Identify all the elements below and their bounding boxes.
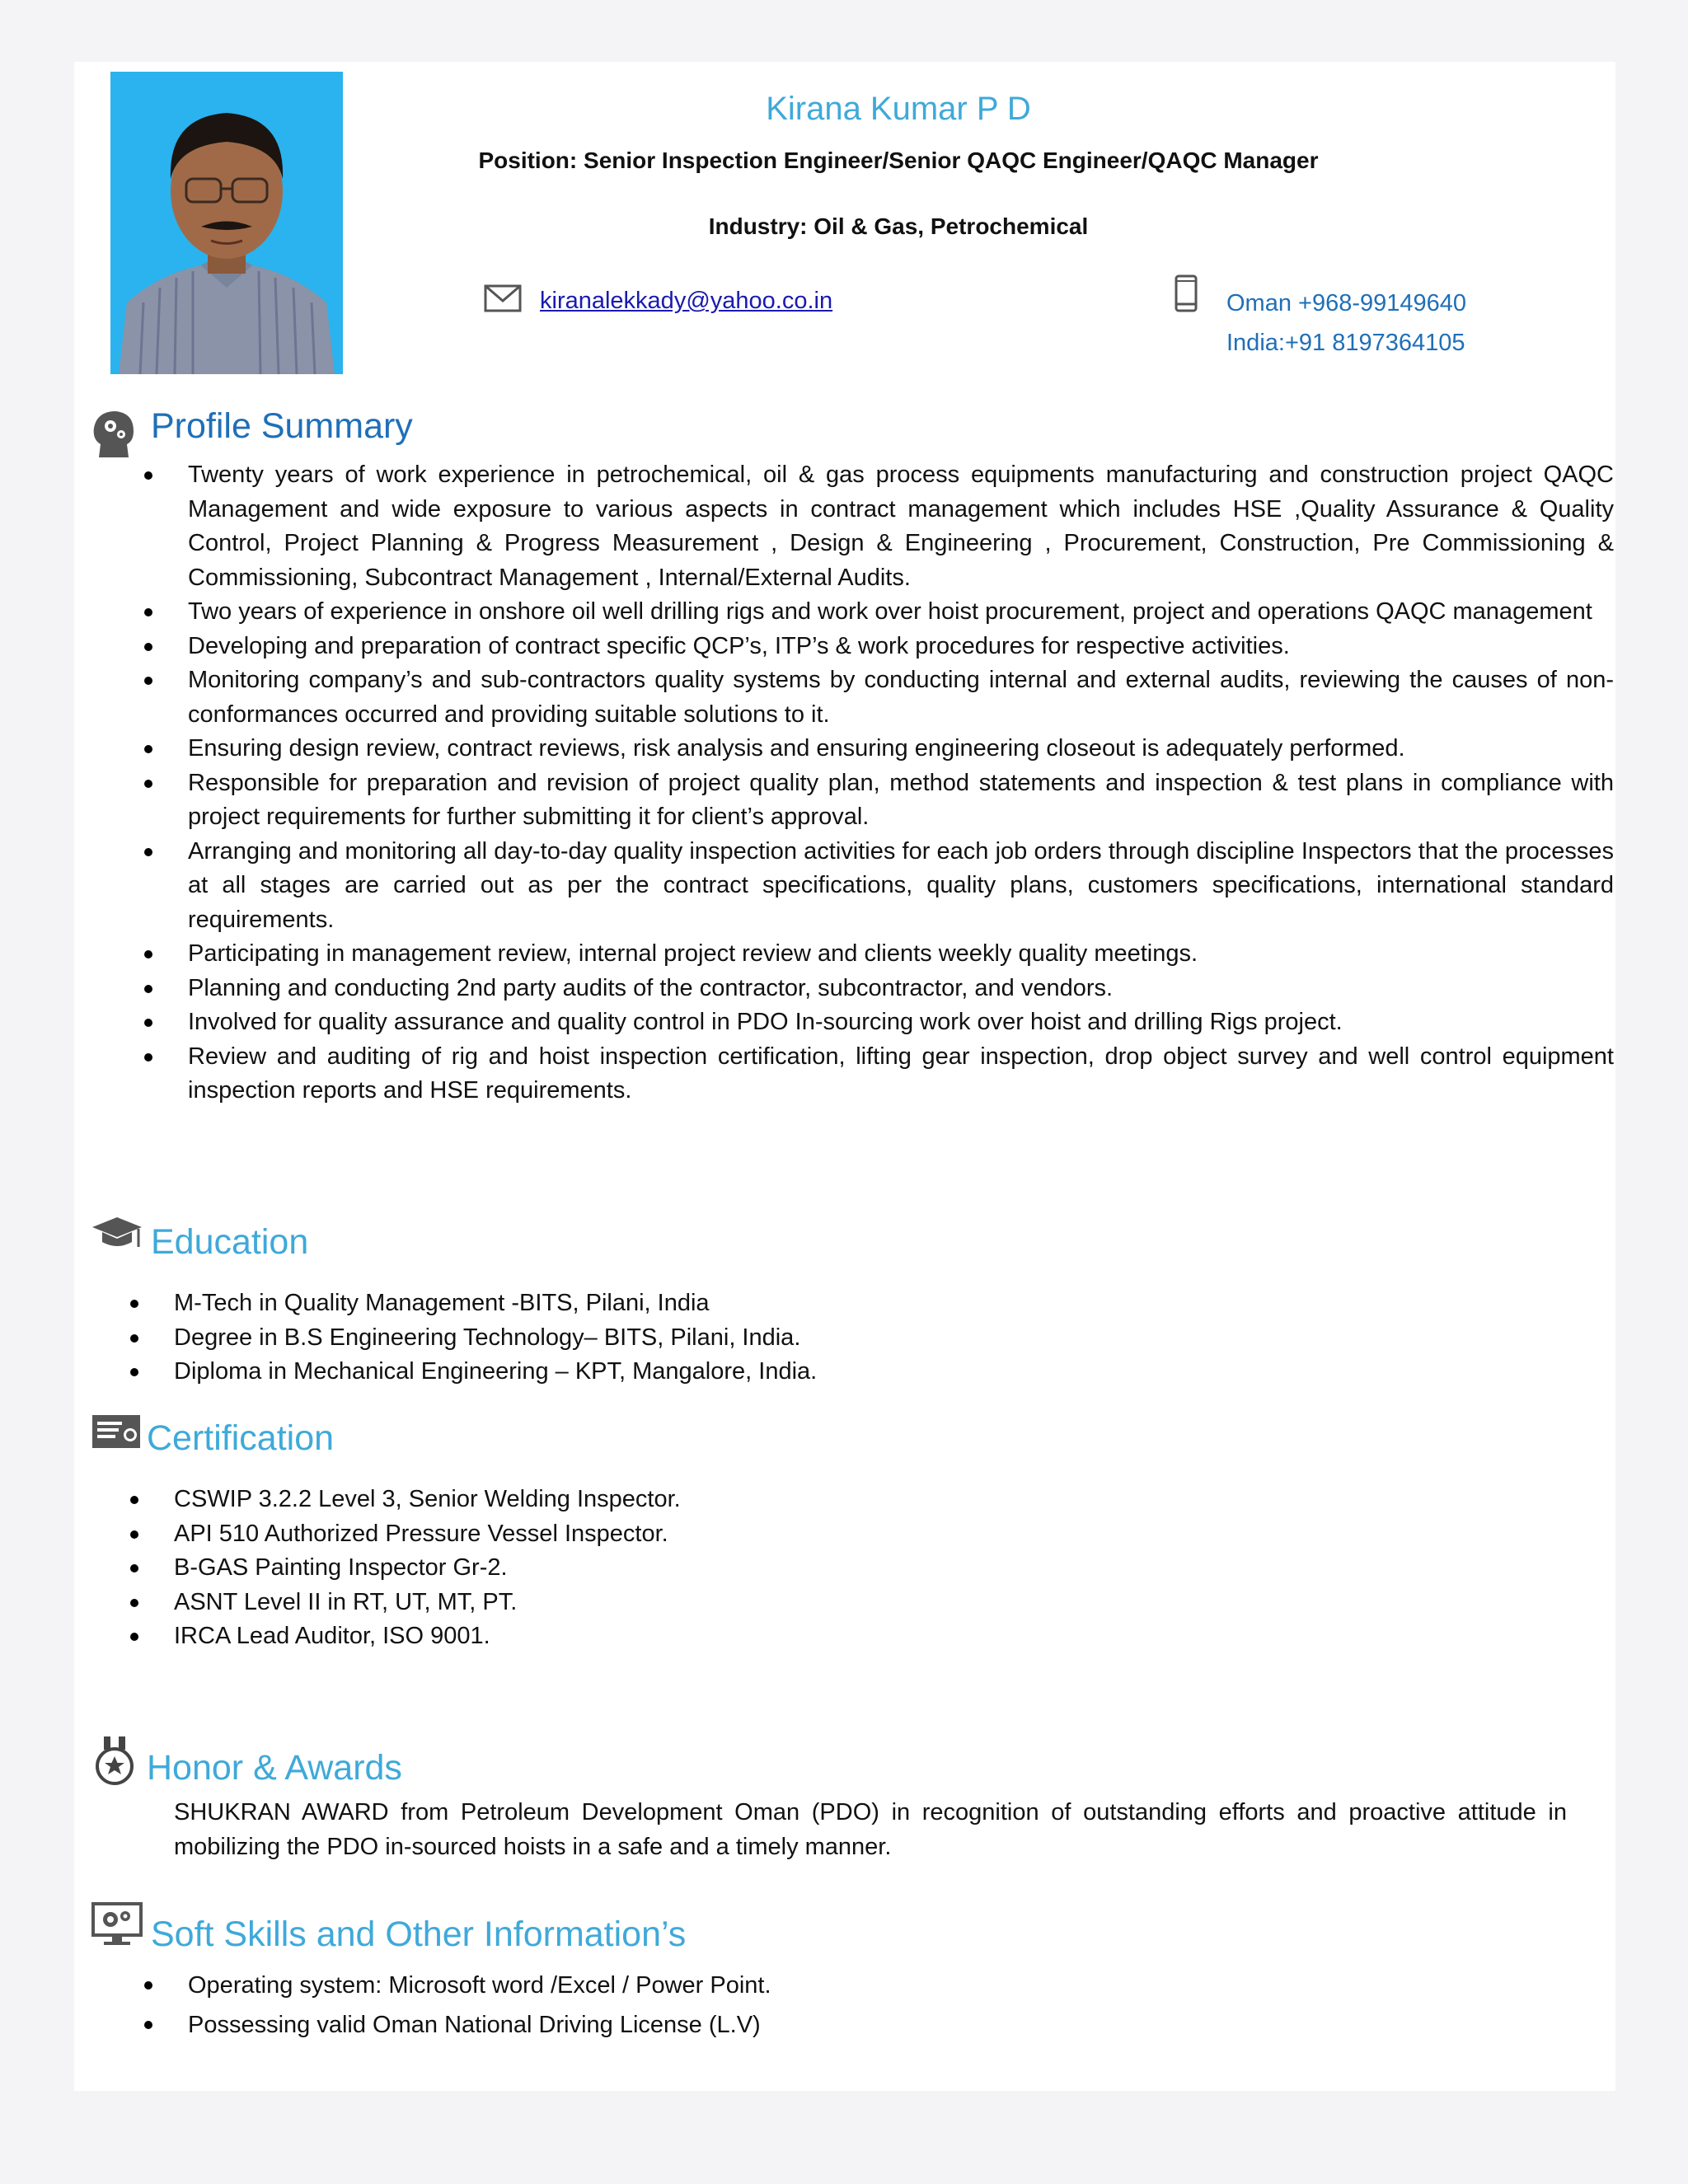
mobile-phone-icon: [1175, 274, 1198, 316]
list-item: Diploma in Mechanical Engineering – KPT, Mangalore, India.: [174, 1355, 1410, 1390]
list-item: Participating in management review, internal project review and clients weekly quality meetings.: [188, 937, 1614, 972]
list-item: Involved for quality assurance and quality control in PDO In-sourcing work over hoist and drilling Rigs project.: [188, 1005, 1614, 1040]
education-heading: Education: [151, 1222, 309, 1262]
list-item: API 510 Authorized Pressure Vessel Inspector.: [174, 1517, 1410, 1552]
list-item: Arranging and monitoring all day-to-day quality inspection activities for each job orders through discipline Inspectors that the processes at all stages are carried out as per the contract specifications, quality plans, customers specifications, international standard requirements.: [188, 835, 1614, 938]
list-item: B-GAS Painting Inspector Gr-2.: [174, 1551, 1410, 1586]
award-description: SHUKRAN AWARD from Petroleum Development Oman (PDO) in recognition of outstanding efforts and proactive attitude in mobilizing the PDO in-sourced hoists in a safe and a timely manner.: [174, 1799, 1567, 1860]
list-item: Degree in B.S Engineering Technology– BITS, Pilani, India.: [174, 1321, 1410, 1356]
list-item: Twenty years of work experience in petrochemical, oil & gas process equipments manufacturing and construction project QAQC Management and wide exposure to various aspects in contract management which includes HSE ,Quality Assurance & Quality Control, Project Planning & Progress Measurement , Design & Engineering , Procurement, Construction, Pre Commissioning & Commissioning, Subcontract Management , Internal/External Audits.: [188, 458, 1614, 595]
industry-line: Industry: Oil & Gas, Petrochemical: [708, 213, 1089, 239]
envelope-icon: [484, 284, 522, 316]
soft-skills-heading: Soft Skills and Other Information’s: [151, 1915, 687, 1954]
profile-photo: [110, 72, 343, 374]
certification-list: [174, 1483, 1410, 1654]
certificate-icon: [91, 1413, 142, 1455]
list-item: IRCA Lead Auditor, ISO 9001.: [174, 1619, 1410, 1654]
candidate-name: Kirana Kumar P D: [766, 91, 1031, 127]
list-item: ASNT Level II in RT, UT, MT, PT.: [174, 1586, 1410, 1620]
phone-oman: Oman +968-99149640: [1226, 290, 1467, 316]
list-item: Review and auditing of rig and hoist inspection certification, lifting gear inspection, drop object survey and well control equipment inspection reports and HSE requirements.: [188, 1040, 1614, 1108]
phone-india: India:+91 8197364105: [1226, 330, 1465, 356]
list-item: CSWIP 3.2.2 Level 3, Senior Welding Inspector.: [174, 1483, 1410, 1517]
list-item: Ensuring design review, contract reviews, risk analysis and ensuring engineering closeout is adequately performed.: [188, 732, 1614, 766]
list-item: Two years of experience in onshore oil well drilling rigs and work over hoist procurement, project and operations QAQC management: [188, 595, 1614, 630]
position-line: Position: Senior Inspection Engineer/Senior QAQC Engineer/QAQC Manager: [478, 148, 1319, 173]
profile-summary-heading: Profile Summary: [151, 406, 413, 446]
profile-summary-list: [188, 458, 1614, 1108]
resume-page: [74, 62, 1615, 2091]
list-item: Possessing valid Oman National Driving License (L.V): [188, 2005, 1424, 2045]
list-item: Monitoring company’s and sub-contractors quality systems by conducting internal and external audits, reviewing the causes of non-conformances occurred and providing suitable solutions to it.: [188, 663, 1614, 732]
education-list: [174, 1286, 1410, 1390]
graduation-cap-icon: [91, 1214, 143, 1259]
list-item: Operating system: Microsoft word /Excel / Power Point.: [188, 1966, 1424, 2005]
list-item: Developing and preparation of contract specific QCP’s, ITP’s & work procedures for respective activities.: [188, 630, 1614, 664]
list-item: Planning and conducting 2nd party audits of the contractor, subcontractor, and vendors.: [188, 972, 1614, 1006]
certification-heading: Certification: [147, 1418, 335, 1458]
soft-skills-list: [188, 1966, 1424, 2045]
list-item: Responsible for preparation and revision of project quality plan, method statements and inspection & test plans in compliance with project requirements for further submitting it for client’s approval.: [188, 766, 1614, 835]
honor-awards-heading: Honor & Awards: [147, 1748, 402, 1788]
email-link[interactable]: kiranalekkady@yahoo.co.in: [540, 288, 833, 314]
monitor-gears-icon: [91, 1901, 143, 1952]
head-gears-icon: [91, 408, 137, 463]
medal-icon: [94, 1735, 135, 1790]
list-item: M-Tech in Quality Management -BITS, Pilani, India: [174, 1286, 1410, 1321]
